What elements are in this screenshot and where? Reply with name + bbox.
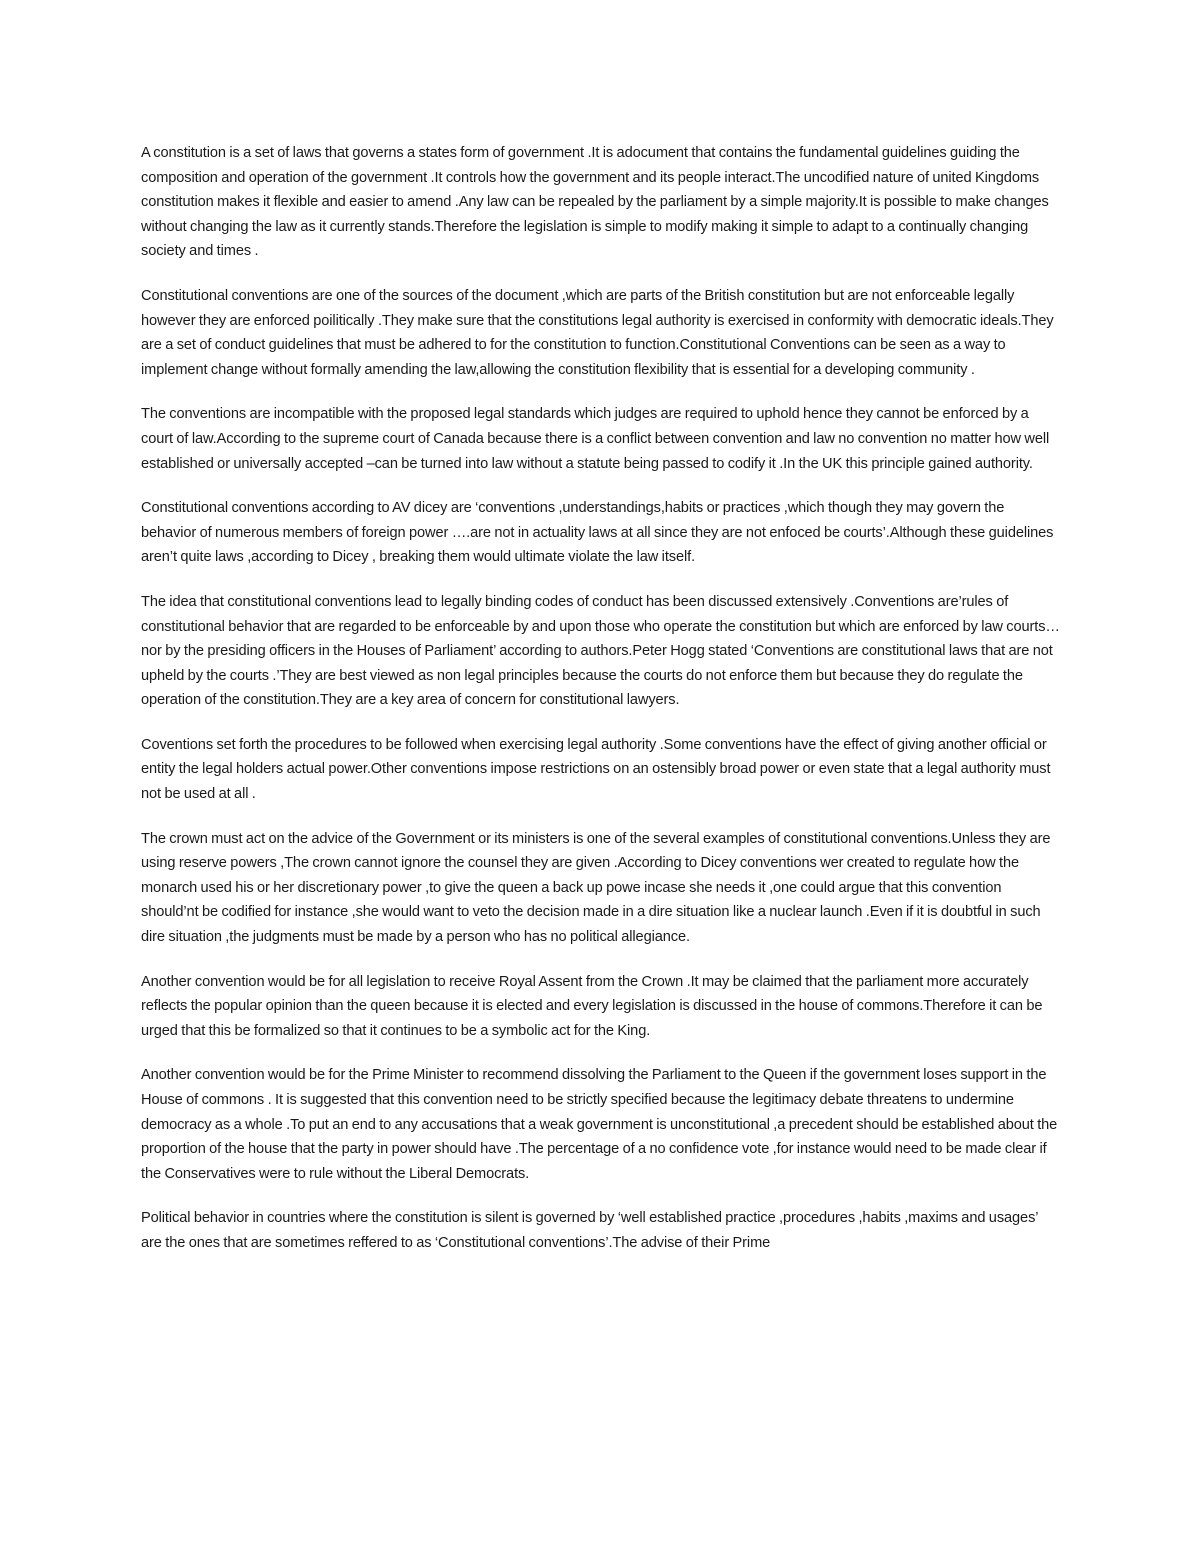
document-body — [141, 141, 1061, 1276]
paragraph-3: The conventions are incompatible with the proposed legal standards which judges are required to uphold hence they cannot be enforced by a court of law.According to the supreme court of Canada because there is a conflict between convention and law no convention no matter how well established or universally accepted –can be turned into law without a statute being passed to codify it .In the UK this principle gained authority. — [141, 406, 1050, 472]
paragraph-7: The crown must act on the advice of the Government or its ministers is one of the several examples of constitutional conventions.Unless they are using reserve powers ,The crown cannot ignore the counsel they are given .According to Dicey conventions wer created to regulate how the monarch used his or her discretionary power ,to give the queen a back up powe incase she needs it ,one could argue that this convention should’nt be codified for instance ,she would want to veto the decision made in a dire situation like a nuclear launch .Even if it is doubtful in such dire situation ,the judgments must be made by a person who has no political allegiance. — [141, 830, 1051, 946]
paragraph-10: Political behavior in countries where the constitution is silent is governed by ‘well established practice ,procedures ,habits ,maxims and usages’ are the ones that are sometimes reffered to as ‘Constitutional conventions’.The advise of their Prime — [141, 1210, 1038, 1251]
paragraph-9: Another convention would be for the Prime Minister to recommend dissolving the Parliament to the Queen if the government loses support in the House of commons . It is suggested that this convention need to be strictly specified because the legitimacy debate threatens to undermine democracy as a whole .To put an end to any accusations that a weak government is unconstitutional ,a precedent should be established about the proportion of the house that the party in power should have .The percentage of a no confidence vote ,for instance would need to be made clear if the Conservatives were to rule without the Liberal Democrats. — [141, 1067, 1058, 1182]
paragraph-6: Coventions set forth the procedures to be followed when exercising legal authority .Some conventions have the effect of giving another official or entity the legal holders actual power.Other conventions impose restrictions on an ostensibly broad power or even state that a legal authority must not be used at all . — [141, 736, 1051, 803]
paragraph-4: Constitutional conventions according to AV dicey are ‘conventions ,understandings,habits or practices ,which though they may govern the behavior of numerous members of foreign power ….are not in actuality laws at all since they are not enfoced be courts’.Although these guidelines aren’t quite laws ,according to Dicey , breaking them would ultimate violate the law itself. — [141, 500, 1054, 566]
paragraph-2: Constitutional conventions are one of the sources of the document ,which are parts of the British constitution but are not enforceable legally however they are enforced poilitically .They make sure that the constitutions legal authority is exercised in conformity with democratic ideals.They are a set of conduct guidelines that must be adhered to for the constitution to function.Constitutional Conventions can be seen as a way to implement change without formally amending the law,allowing the constitution flexibility that is essential for a developing community . — [141, 287, 1054, 378]
paragraph-8: Another convention would be for all legislation to receive Royal Assent from the Crown .It may be claimed that the parliament more accurately reflects the popular opinion than the queen because it is elected and every legislation is discussed in the house of commons.Therefore it can be urged that this be formalized so that it continues to be a symbolic act for the King. — [141, 973, 1043, 1039]
paragraph-5: The idea that constitutional conventions lead to legally binding codes of conduct has been discussed extensively .Conventions are’rules of constitutional behavior that are regarded to be enforceable by and upon those who operate the constitution but which are enforced by law courts…nor by the presiding officers in the Houses of Parliament’ according to authors.Peter Hogg stated ‘Conventions are constitutional laws that are not upheld by the courts .’They are best viewed as non legal principles because the courts do not enforce them but because they do regulate the operation of the constitution.They are a key area of concern for constitutional lawyers. — [141, 593, 1060, 709]
paragraph-1: A constitution is a set of laws that governs a states form of government .It is adocument that contains the fundamental guidelines guiding the composition and operation of the government .It controls how the government and its people interact.The uncodified nature of united Kingdoms constitution makes it flexible and easier to amend .Any law can be repealed by the parliament by a simple majority.It is possible to make changes without changing the law as it currently stands.Therefore the legislation is simple to modify making it simple to adapt to a continually changing society and times . — [141, 145, 1049, 260]
